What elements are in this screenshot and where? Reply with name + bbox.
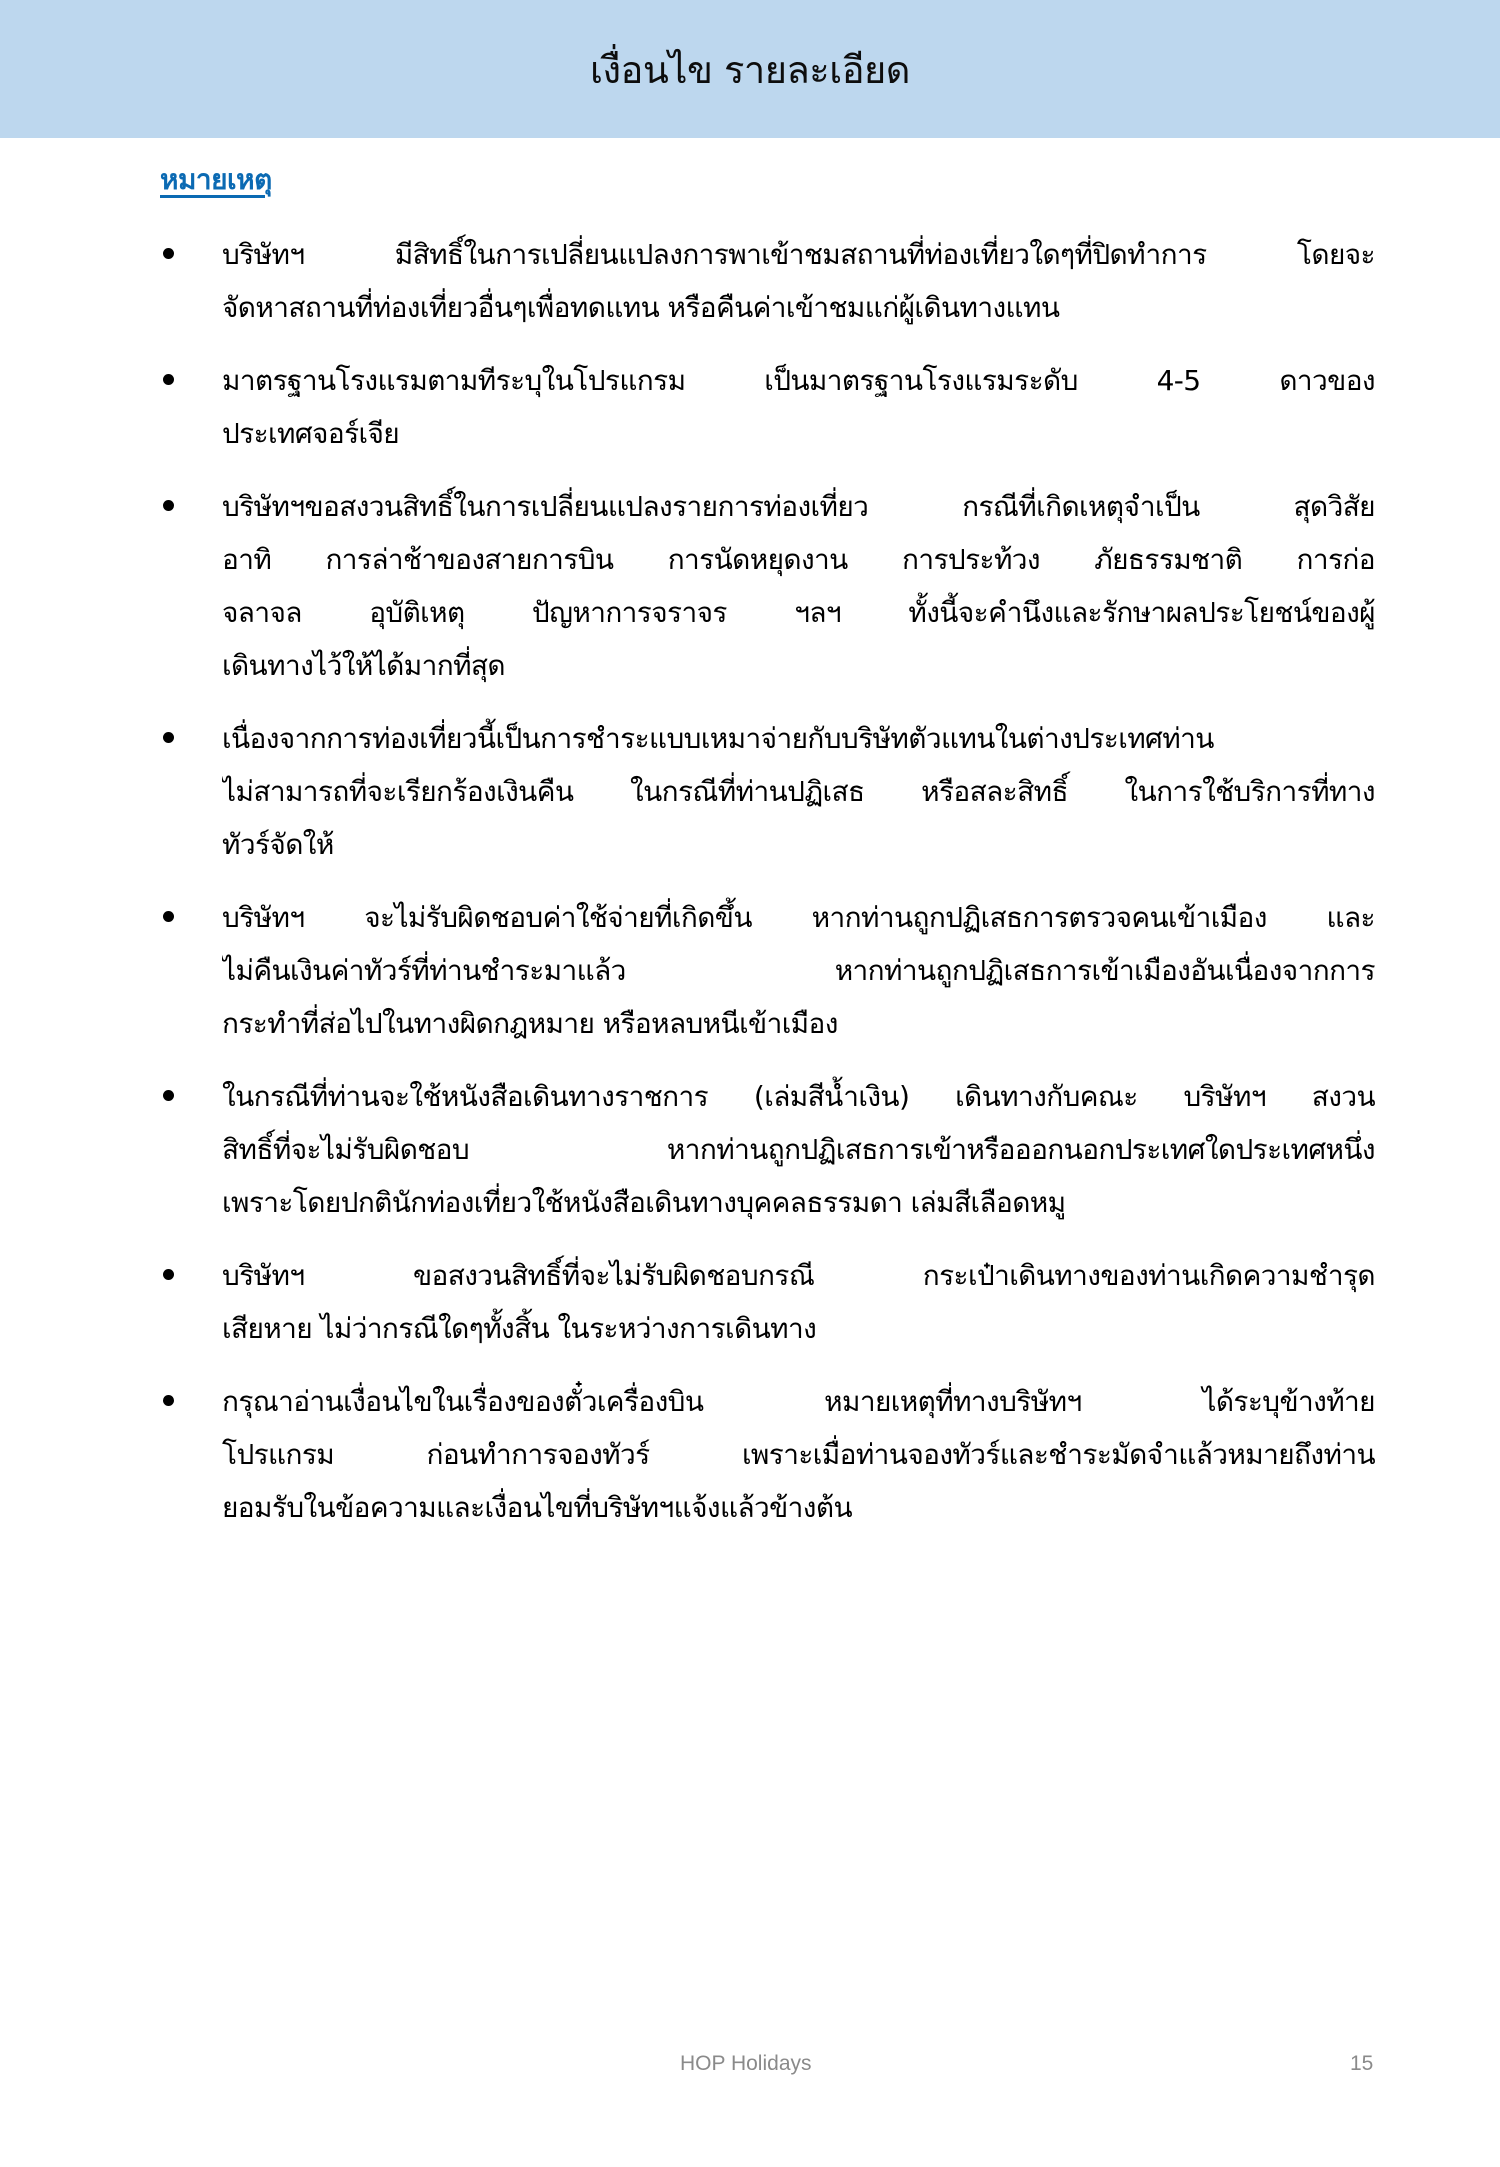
- note-line: ไม่คืนเงินค่าทัวร์ที่ท่านชำระมาแล้ว หากท่านถูกปฏิเสธการเข้าเมืองอันเนื่องจากการ: [222, 954, 1375, 987]
- note-line: ในกรณีที่ท่านจะใช้หนังสือเดินทางราชการ (เล่มสีน้ำเงิน) เดินทางกับคณะ บริษัทฯ สงวน: [222, 1080, 1375, 1113]
- note-line: เดินทางไว้ให้ได้มากที่สุด: [222, 649, 506, 682]
- note-item: [160, 354, 1375, 460]
- note-line: อาทิ การล่าช้าของสายการบิน การนัดหยุดงาน การประท้วง ภัยธรรมชาติ การก่อ: [222, 543, 1375, 576]
- note-item: [160, 1375, 1375, 1534]
- note-line: บริษัทฯ ขอสงวนสิทธิ์ที่จะไม่รับผิดชอบกรณี กระเป๋าเดินทางของท่านเกิดความชำรุด: [222, 1259, 1375, 1292]
- notes-list: [160, 228, 1375, 1554]
- page-title: เงื่อนไข รายละเอียด: [590, 48, 910, 92]
- note-line: สิทธิ์ที่จะไม่รับผิดชอบ หากท่านถูกปฏิเสธการเข้าหรือออกนอกประเทศใดประเทศหนึ่ง: [222, 1133, 1375, 1166]
- note-line: บริษัทฯ มีสิทธิ์ในการเปลี่ยนแปลงการพาเข้าชมสถานที่ท่องเที่ยวใดๆที่ปิดทำการ โดยจะ: [222, 238, 1375, 271]
- note-line: ประเทศจอร์เจีย: [222, 417, 400, 450]
- note-item: [160, 712, 1375, 871]
- bullet-icon: [163, 374, 174, 385]
- page-number: 15: [1350, 2052, 1374, 2075]
- note-line: เสียหาย ไม่ว่ากรณีใดๆทั้งสิ้น ในระหว่างการเดินทาง: [222, 1312, 817, 1345]
- note-line: เนื่องจากการท่องเที่ยวนี้เป็นการชำระแบบเหมาจ่ายกับบริษัทตัวแทนในต่างประเทศท่าน: [222, 722, 1214, 755]
- note-line: ยอมรับในข้อความและเงื่อนไขที่บริษัทฯแจ้งแล้วข้างต้น: [222, 1491, 852, 1524]
- note-line: เพราะโดยปกตินักท่องเที่ยวใช้หนังสือเดินทางบุคคลธรรมดา เล่มสีเลือดหมู: [222, 1186, 1066, 1219]
- bullet-icon: [163, 1395, 174, 1406]
- note-line: จัดหาสถานที่ท่องเที่ยวอื่นๆเพื่อทดแทน หรือคืนค่าเข้าชมแก่ผู้เดินทางแทน: [222, 291, 1060, 324]
- note-line: มาตรฐานโรงแรมตามทีระบุในโปรแกรม เป็นมาตรฐานโรงแรมระดับ 4-5 ดาวของ: [222, 364, 1375, 397]
- bullet-icon: [163, 1269, 174, 1280]
- bullet-icon: [163, 248, 174, 259]
- note-line: โปรแกรม ก่อนทำการจองทัวร์ เพราะเมื่อท่านจองทัวร์และชำระมัดจำแล้วหมายถึงท่าน: [222, 1438, 1375, 1471]
- note-item: [160, 891, 1375, 1050]
- note-line: บริษัทฯ จะไม่รับผิดชอบค่าใช้จ่ายที่เกิดขึ้น หากท่านถูกปฏิเสธการตรวจคนเข้าเมือง และ: [222, 901, 1375, 934]
- note-line: ทัวร์จัดให้: [222, 828, 334, 861]
- note-line: กระทำที่ส่อไปในทางผิดกฎหมาย หรือหลบหนีเข้าเมือง: [222, 1007, 838, 1040]
- note-line: บริษัทฯขอสงวนสิทธิ์ในการเปลี่ยนแปลงรายการท่องเที่ยว กรณีที่เกิดเหตุจำเป็น สุดวิสัย: [222, 490, 1375, 523]
- header-band: [0, 0, 1500, 138]
- note-line: จลาจล อุบัติเหตุ ปัญหาการจราจร ฯลฯ ทั้งนี้จะคำนึงและรักษาผลประโยชน์ของผู้: [222, 596, 1375, 629]
- note-item: [160, 1070, 1375, 1229]
- note-item: [160, 228, 1375, 334]
- bullet-icon: [163, 500, 174, 511]
- note-item: [160, 480, 1375, 692]
- bullet-icon: [163, 911, 174, 922]
- note-item: [160, 1249, 1375, 1355]
- bullet-icon: [163, 1090, 174, 1101]
- note-line: กรุณาอ่านเงื่อนไขในเรื่องของตั๋วเครื่องบิน หมายเหตุที่ทางบริษัทฯ ได้ระบุข้างท้าย: [222, 1385, 1375, 1418]
- bullet-icon: [163, 732, 174, 743]
- note-line: ไม่สามารถที่จะเรียกร้องเงินคืน ในกรณีที่ท่านปฏิเสธ หรือสละสิทธิ์ ในการใช้บริการที่ทาง: [222, 775, 1375, 808]
- footer-brand: HOP Holidays: [680, 2052, 812, 2075]
- notes-heading: หมายเหตุ: [160, 163, 272, 196]
